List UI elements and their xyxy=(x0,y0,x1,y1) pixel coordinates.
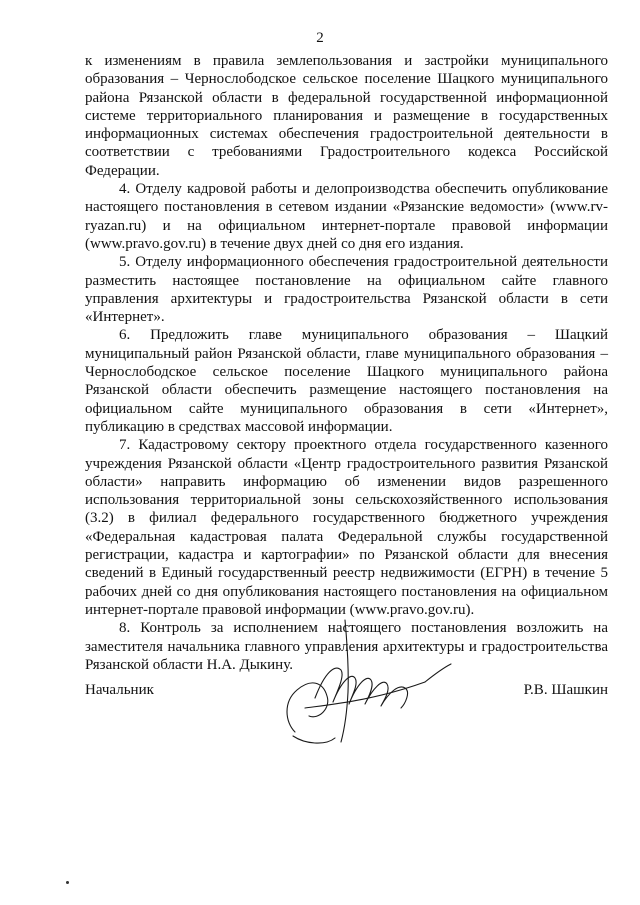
handwritten-signature xyxy=(275,612,460,752)
scan-speck xyxy=(66,881,69,884)
paragraph-item-8: 8. Контроль за исполнением настоящего постановления возложить на заместителя начальника главного управления архитектуры и градостроительства Рязанской области Н.А. Дыкину. xyxy=(85,620,608,673)
paragraph-item-7: 7. Кадастровому сектору проектного отдела государственного казенного учреждения Рязанской области «Центр градостроительного развития Рязанской области» направить информацию об изменении видов разрешенного использования территориальной зоны сельскохозяйственного использования (3.2) в филиал федерального государственного бюджетного учреждения «Федеральная кадастровая палата Федеральной службы государственной регистрации, кадастра и картографии» по Рязанской области для внесения сведений в Единый государственный реестр недвижимости (ЕГРН) в течение 5 рабочих дней со дня опубликования настоящего постановления на официальном интернет-портале правовой информации (www.pravo.gov.ru). xyxy=(85,437,608,618)
signatory-name: Р.В. Шашкин xyxy=(523,682,608,698)
paragraph-item-6: 6. Предложить главе муниципального образования – Шацкий муниципальный район Рязанской области, главе муниципального образования – Чернослободское сельское поселение Шацкого муниципального района Рязанской области обеспечить размещение настоящего постановления на официальном сайте муниципального образования в сети «Интернет», публикацию в средствах массовой информации. xyxy=(85,327,608,435)
page-number: 2 xyxy=(316,30,324,46)
document-body xyxy=(85,52,608,674)
signatory-title: Начальник xyxy=(85,682,154,698)
paragraph-item-5: 5. Отделу информационного обеспечения градостроительной деятельности разместить настоящее постановление на официальном сайте главного управления архитектуры и градостроительства Рязанской области в сети «Интернет». xyxy=(85,254,608,326)
paragraph-continuation: к изменениям в правила землепользования и застройки муниципального образования – Чернослободское сельское поселение Шацкого муниципального района Рязанской области в федеральной государственной информационной системе территориального планирования и размещение в государственных информационных системах обеспечения градостроительной деятельности в соответствии с требованиями Градостроительного кодекса Российской Федерации. xyxy=(85,53,608,179)
paragraph-item-4: 4. Отделу кадровой работы и делопроизводства обеспечить опубликование настоящего постановления в сетевом издании «Рязанские ведомости» (www.rv-ryazan.ru) и на официальном интернет-портале правовой информации (www.pravo.gov.ru) в течение двух дней со дня его издания. xyxy=(85,181,608,252)
